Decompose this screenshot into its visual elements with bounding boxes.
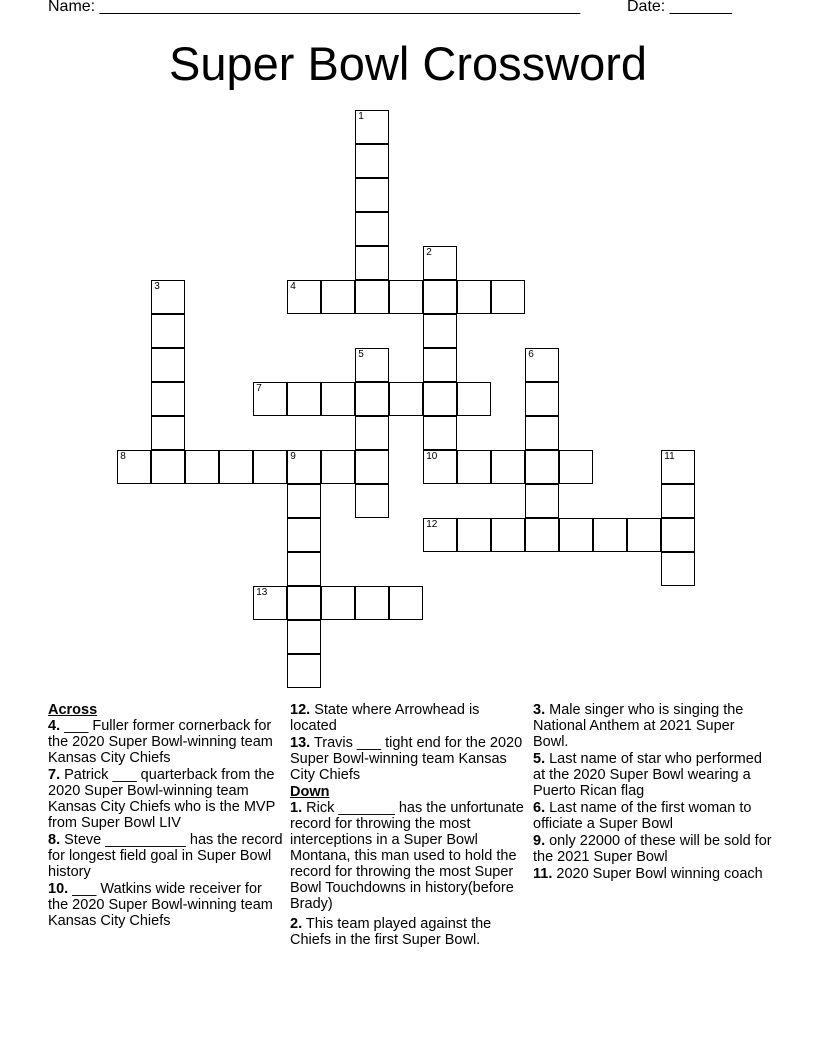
- across-heading: Across: [48, 702, 98, 718]
- grid-cell[interactable]: [457, 450, 491, 484]
- grid-cell[interactable]: [151, 280, 185, 314]
- clue-down-1: [290, 800, 530, 912]
- grid-cell[interactable]: [525, 416, 559, 450]
- cell-number: 8: [120, 451, 126, 463]
- grid-cell[interactable]: [355, 348, 389, 382]
- clue-text: only 22000 of these will be sold for the 2021 Super Bowl: [533, 833, 772, 865]
- grid-cell[interactable]: [491, 450, 525, 484]
- clue-down-3: [533, 702, 773, 750]
- cell-number: 6: [528, 349, 534, 361]
- grid-cell[interactable]: [355, 178, 389, 212]
- clue-number: 1.: [290, 800, 303, 816]
- grid-cell[interactable]: [423, 314, 457, 348]
- clue-number: 3.: [533, 702, 546, 718]
- grid-cell[interactable]: [253, 586, 287, 620]
- grid-cell[interactable]: [151, 314, 185, 348]
- grid-cell[interactable]: [151, 348, 185, 382]
- grid-cell[interactable]: [423, 416, 457, 450]
- name-field[interactable]: Name: ______________________________________________________: [48, 0, 581, 15]
- grid-cell[interactable]: [559, 518, 593, 552]
- grid-cell[interactable]: [117, 450, 151, 484]
- clues-column-3: [533, 702, 773, 883]
- grid-cell[interactable]: [287, 518, 321, 552]
- clue-text: Rick _______ has the unfortunate record for throwing the most interceptions in a Super Bowl Montana, this man used to hold the record for throwing the most Super Bowl Touchdowns in history(before Brady): [290, 800, 524, 912]
- clue-text: 2020 Super Bowl winning coach: [552, 866, 763, 882]
- grid-cell[interactable]: [287, 654, 321, 688]
- clue-text: Travis ___ tight end for the 2020 Super Bowl-winning team Kansas City Chiefs: [290, 735, 523, 783]
- clue-across-4: [48, 718, 284, 766]
- grid-cell[interactable]: [253, 450, 287, 484]
- clue-number: 10.: [48, 881, 69, 897]
- grid-cell[interactable]: [491, 280, 525, 314]
- grid-cell[interactable]: [355, 450, 389, 484]
- clue-text: ___ Fuller former cornerback for the 2020 Super Bowl-winning team Kansas City Chiefs: [48, 718, 273, 766]
- grid-cell[interactable]: [627, 518, 661, 552]
- grid-cell[interactable]: [287, 620, 321, 654]
- clue-text: State where Arrowhead is located: [290, 702, 480, 734]
- grid-cell[interactable]: [457, 518, 491, 552]
- grid-cell[interactable]: [423, 348, 457, 382]
- cell-number: 4: [290, 281, 296, 293]
- grid-cell[interactable]: [525, 518, 559, 552]
- grid-cell[interactable]: [423, 280, 457, 314]
- grid-cell[interactable]: [287, 280, 321, 314]
- grid-cell[interactable]: [151, 450, 185, 484]
- grid-cell[interactable]: [423, 246, 457, 280]
- clue-across-13: [290, 735, 530, 783]
- cell-number: 7: [256, 383, 262, 395]
- grid-cell[interactable]: [423, 450, 457, 484]
- clue-number: 9.: [533, 833, 546, 849]
- grid-cell[interactable]: [355, 144, 389, 178]
- grid-cell[interactable]: [525, 382, 559, 416]
- grid-cell[interactable]: [661, 484, 695, 518]
- grid-cell[interactable]: [321, 586, 355, 620]
- clue-number: 4.: [48, 718, 61, 734]
- grid-cell[interactable]: [389, 586, 423, 620]
- cell-number: 11: [664, 451, 675, 463]
- clue-text: This team played against the Chiefs in the first Super Bowl.: [290, 916, 492, 948]
- grid-cell[interactable]: [151, 416, 185, 450]
- down-heading: Down: [290, 784, 330, 800]
- grid-cell[interactable]: [355, 416, 389, 450]
- clue-number: 8.: [48, 832, 61, 848]
- clue-number: 6.: [533, 800, 546, 816]
- grid-cell[interactable]: [321, 382, 355, 416]
- grid-cell[interactable]: [287, 450, 321, 484]
- clue-text: Last name of the first woman to officiate a Super Bowl: [533, 800, 752, 832]
- clues-column-1: [48, 702, 284, 930]
- clue-across-8: [48, 832, 284, 880]
- grid-cell[interactable]: [661, 450, 695, 484]
- grid-cell[interactable]: [423, 518, 457, 552]
- grid-cell[interactable]: [355, 246, 389, 280]
- grid-cell[interactable]: [593, 518, 627, 552]
- page-title: Super Bowl Crossword: [168, 37, 647, 90]
- grid-cell[interactable]: [355, 382, 389, 416]
- clue-number: 12.: [290, 702, 311, 718]
- cell-number: 3: [154, 281, 160, 293]
- cell-number: 9: [290, 451, 296, 463]
- cell-number: 13: [256, 587, 268, 599]
- grid-cell[interactable]: [525, 484, 559, 518]
- cell-number: 2: [426, 247, 432, 259]
- grid-cell[interactable]: [491, 518, 525, 552]
- grid-cell[interactable]: [287, 484, 321, 518]
- clue-down-9: [533, 833, 773, 865]
- grid-cell[interactable]: [287, 586, 321, 620]
- clue-number: 5.: [533, 751, 546, 767]
- grid-cell[interactable]: [287, 382, 321, 416]
- clue-text: ___ Watkins wide receiver for the 2020 Super Bowl-winning team Kansas City Chiefs: [48, 881, 273, 929]
- clue-number: 7.: [48, 767, 61, 783]
- clue-down-5: [533, 751, 773, 799]
- grid-cell[interactable]: [355, 212, 389, 246]
- clue-number: 11.: [533, 866, 553, 882]
- grid-cell[interactable]: [185, 450, 219, 484]
- grid-cell[interactable]: [219, 450, 253, 484]
- cell-number: 10: [426, 451, 438, 463]
- clue-down-2: [290, 916, 530, 948]
- grid-cell[interactable]: [321, 450, 355, 484]
- grid-cell[interactable]: [389, 382, 423, 416]
- grid-cell[interactable]: [287, 552, 321, 586]
- grid-cell[interactable]: [355, 280, 389, 314]
- clue-down-11: [533, 866, 773, 882]
- clue-number: 13.: [290, 735, 311, 751]
- grid-cell[interactable]: [151, 382, 185, 416]
- grid-cell[interactable]: [423, 382, 457, 416]
- clue-down-6: [533, 800, 773, 832]
- grid-cell[interactable]: [661, 552, 695, 586]
- cell-number: 12: [426, 519, 438, 531]
- grid-cell[interactable]: [355, 484, 389, 518]
- clues-column-2: [290, 702, 530, 949]
- grid-cell[interactable]: [355, 586, 389, 620]
- cell-number: 5: [358, 349, 364, 361]
- clue-number: 2.: [290, 916, 303, 932]
- grid-cell[interactable]: [525, 450, 559, 484]
- grid-cell[interactable]: [559, 450, 593, 484]
- grid-cell[interactable]: [457, 382, 491, 416]
- grid-cell[interactable]: [457, 280, 491, 314]
- grid-cell[interactable]: [253, 382, 287, 416]
- clue-across-10: [48, 881, 284, 929]
- grid-cell[interactable]: [321, 280, 355, 314]
- clue-text: Last name of star who performed at the 2020 Super Bowl wearing a Puerto Rican flag: [533, 751, 762, 799]
- grid-cell[interactable]: [525, 348, 559, 382]
- clue-text: Patrick ___ quarterback from the 2020 Super Bowl-winning team Kansas City Chiefs who is the MVP from Super Bowl LIV: [48, 767, 275, 831]
- grid-cell[interactable]: [389, 280, 423, 314]
- date-field[interactable]: Date: _______: [627, 0, 732, 15]
- clue-across-12: [290, 702, 530, 734]
- clue-text: Male singer who is singing the National Anthem at 2021 Super Bowl.: [533, 702, 744, 750]
- grid-cell[interactable]: [355, 110, 389, 144]
- cell-number: 1: [358, 111, 364, 123]
- clue-text: Steve __________ has the record for longest field goal in Super Bowl history: [48, 832, 283, 880]
- grid-cell[interactable]: [661, 518, 695, 552]
- clue-across-7: [48, 767, 284, 831]
